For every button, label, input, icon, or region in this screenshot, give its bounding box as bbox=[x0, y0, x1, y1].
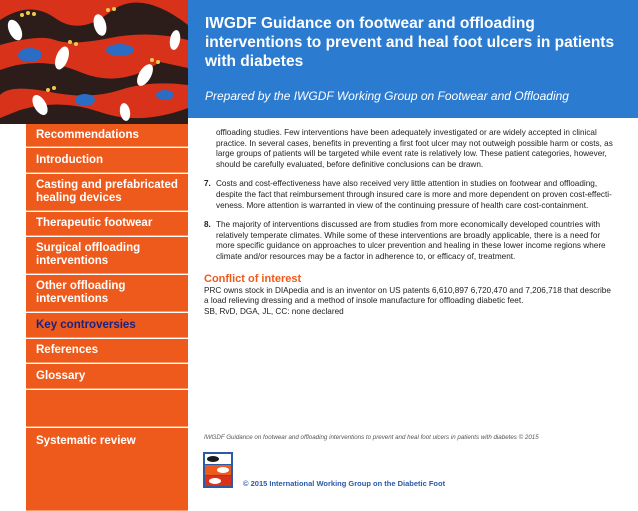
nav-item-surgical-offloading[interactable] bbox=[26, 237, 188, 274]
point-number: 8. bbox=[204, 220, 211, 230]
nav-item-label: References bbox=[36, 344, 99, 356]
text-line: practice. In several cases, benefits in preventing a first foot ulcer may not outweigh possible harm or costs, as bbox=[216, 138, 613, 148]
text-line: relatively temperate climates. While some of these interventions are broadly applicable, there is a need for bbox=[216, 230, 601, 240]
nav-item-systematic-review[interactable] bbox=[26, 428, 188, 511]
text-line: a load relieving dressing and a method of insole manufacture for offloading diabetic feet. bbox=[204, 296, 524, 306]
nav-item-label: Systematic review bbox=[36, 435, 136, 447]
nav-item-recommendations[interactable] bbox=[26, 124, 188, 147]
nav-item-therapeutic-footwear[interactable] bbox=[26, 212, 188, 236]
text-line: more specific guidance on approaches to ulcer prevention and healing in these lower income regions where bbox=[216, 241, 606, 251]
conflict-of-interest-text bbox=[204, 286, 624, 318]
text-line: should be carefully evaluated, before definitive conclusions can be drawn. bbox=[216, 159, 484, 169]
nav-item-glossary[interactable] bbox=[26, 364, 188, 389]
page-subtitle: Prepared by the IWGDF Working Group on Footwear and Offloading bbox=[205, 89, 569, 103]
nav-item-other-offloading[interactable] bbox=[26, 275, 188, 312]
point-7 bbox=[204, 179, 624, 211]
nav-item-label: Casting and prefabricated healing devices bbox=[36, 179, 178, 204]
text-line: SB, RvD, DGA, JL, CC: none declared bbox=[204, 306, 344, 316]
nav-item-label: Surgical offloading interventions bbox=[36, 242, 141, 267]
text-line: large groups of patients will be targeted while event rate is relatively low. These patient categories, however, bbox=[216, 149, 607, 159]
text-line: The majority of interventions discussed are from studies from more economically developed countries with bbox=[216, 220, 601, 230]
point-number: 7. bbox=[204, 179, 211, 189]
text-line: PRC owns stock in DIApedia and is an inventor on US patents 6,610,897 6,720,470 and 7,206,718 that describe bbox=[204, 285, 611, 295]
nav-item-introduction[interactable] bbox=[26, 148, 188, 173]
point-8 bbox=[204, 220, 624, 262]
text-line: Costs and cost-effectiveness have also received very little attention in studies on footwear and offloading, bbox=[216, 179, 598, 189]
text-line: climate and/or resources may be a factor in adherence to, or efficacy of, treatment. bbox=[216, 251, 516, 261]
nav-item-label: Key controversies bbox=[36, 318, 136, 331]
text-line: offloading studies. Few interventions have been adequately investigated or are widely accepted in clinical bbox=[216, 128, 597, 137]
nav-item-references[interactable] bbox=[26, 339, 188, 363]
text-line: despite the fact that reimbursement through insured care is more and more dependent on proven cost-effecti- bbox=[216, 189, 612, 199]
nav-margin bbox=[0, 124, 26, 511]
page-title: IWGDF Guidance on footwear and offloading interventions to prevent and heal foot ulcers in patients with diabetes bbox=[205, 15, 615, 70]
nav-item-casting[interactable] bbox=[26, 174, 188, 211]
nav-item-label: Other offloading interventions bbox=[36, 280, 126, 305]
conflict-of-interest-heading: Conflict of interest bbox=[204, 272, 302, 285]
copyright-text: © 2015 International Working Group on the Diabetic Foot bbox=[243, 479, 446, 488]
header-banner bbox=[188, 0, 638, 118]
nav-item-label: Recommendations bbox=[36, 128, 139, 141]
nav-item-label: Therapeutic footwear bbox=[36, 217, 153, 229]
nav-item-label: Glossary bbox=[36, 369, 86, 382]
intro-paragraph bbox=[216, 128, 624, 170]
nav-item-blank bbox=[26, 390, 188, 427]
foot-artwork-image bbox=[0, 0, 188, 124]
main-content bbox=[204, 128, 624, 317]
iwgdf-logo-icon bbox=[203, 452, 233, 488]
nav-item-key-controversies[interactable] bbox=[26, 313, 188, 338]
text-line: veness. More attention is warranted in view of the continuing pressure of health care cost-containment. bbox=[216, 200, 589, 210]
footnote: IWGDF Guidance on footwear and offloading interventions to prevent and heal foot ulcers in patients with diabetes © 2015 bbox=[204, 434, 539, 441]
footprint-pattern-icon bbox=[0, 0, 188, 124]
nav-item-label: Introduction bbox=[36, 153, 104, 166]
iwgdf-logo bbox=[203, 452, 233, 488]
sidebar bbox=[0, 0, 188, 511]
